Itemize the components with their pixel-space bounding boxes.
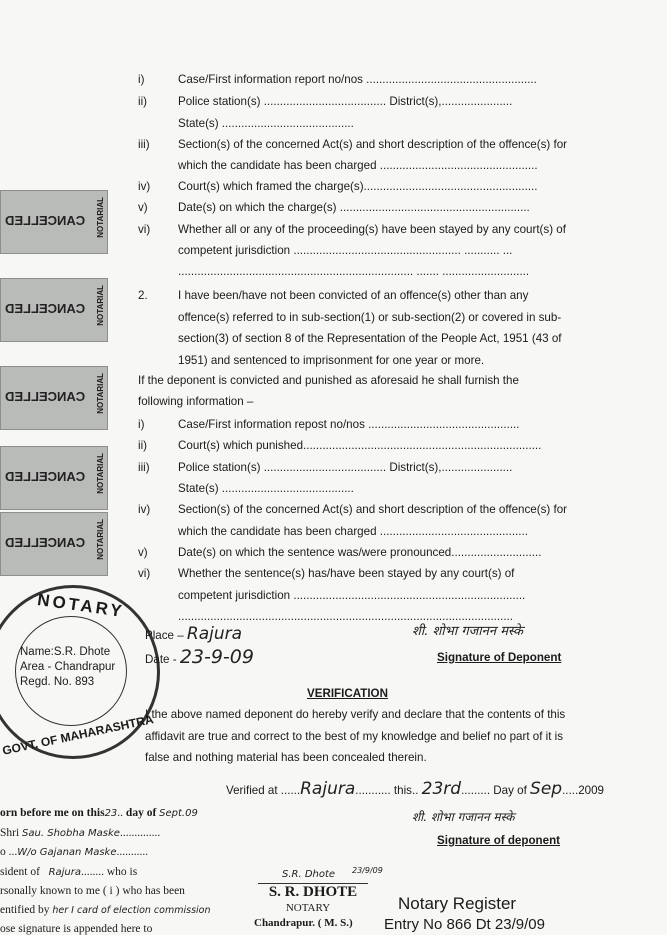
cancelled-text: CANCELLED <box>5 389 86 404</box>
this-label: this <box>393 784 412 797</box>
sworn-name: Sau. Shobha Maske <box>22 827 120 839</box>
day-of-label: Day of <box>493 784 527 797</box>
notarial-text: NOTARIAL <box>96 373 105 414</box>
item-text: Section(s) of the concerned Act(s) and short description of the offence(s) for <box>178 503 568 516</box>
deponent-signature-2: शी. शोभा गजानन मस्के <box>412 810 515 824</box>
verification-line: false and nothing material has been concealed therein. <box>145 751 427 764</box>
item-number: vi) <box>138 567 151 580</box>
sworn-l4: sident of <box>0 865 40 878</box>
item-text: Court(s) which framed the charge(s)...................................................... <box>178 180 538 193</box>
cancelled-text: CANCELLED <box>5 535 86 550</box>
verified-year: 2009 <box>578 784 604 797</box>
notarial-text: NOTARIAL <box>96 519 105 560</box>
item-number: v) <box>138 201 148 214</box>
place-value: Rajura <box>186 624 243 644</box>
sworn-resident: Rajura <box>48 866 81 878</box>
item-text: which the candidate has been charged ................................................. <box>178 159 538 172</box>
seal-area: Area - Chandrapur <box>20 661 116 673</box>
cancelled-notarial-stamp <box>0 366 108 430</box>
item-text: Whether all or any of the proceeding(s) have been stayed by any court(s) of <box>178 223 566 236</box>
verification-line: I the above named deponent do hereby verify and declare that the contents of this <box>145 708 566 721</box>
verification-line: affidavit are true and correct to the best of my knowledge and belief no part of it is <box>145 729 564 743</box>
item-text: Date(s) on which the charge(s) ........................................................... <box>178 201 530 214</box>
item-number: i) <box>138 418 145 431</box>
sworn-l3: o ... <box>0 846 18 858</box>
notary-place: Chandrapur. ( M. S.) <box>254 917 353 929</box>
seal-name: Name:S.R. Dhote <box>20 646 111 658</box>
verified-month: Sep <box>530 779 563 799</box>
notarial-text: NOTARIAL <box>96 285 105 326</box>
item-number: i) <box>138 73 145 86</box>
cancelled-notarial-stamp <box>0 190 108 254</box>
sworn-block: orn before me on this23.. day of Sept.09 Shri Sau. Shobha Maske.............. o ...W/o Gajanan Maske........... sident of Rajura........ who is rsonally known to me ( i ) who has been entified by her I card of election commission ose signature is appended here to <box>0 804 211 935</box>
sworn-l5: rsonally known to me ( i ) who has been <box>0 885 185 897</box>
item-text: ......................................................................... ....... ........................... <box>178 265 530 278</box>
item-text: Section(s) of the concerned Act(s) and short description of the offence(s) for <box>178 138 568 151</box>
sworn-l7: ose signature is appended here to <box>0 923 153 935</box>
cancelled-notarial-stamp <box>0 278 108 342</box>
item-text: competent jurisdiction .................................................... ........... ... <box>178 244 513 257</box>
seal-regd: Regd. No. 893 <box>20 676 95 688</box>
notary-register-title: Notary Register <box>398 894 517 913</box>
item-number: vi) <box>138 223 151 236</box>
notary-register-entry: Entry No 866 Dt 23/9/09 <box>384 916 545 933</box>
item-number: iii) <box>138 461 150 474</box>
cancelled-text: CANCELLED <box>5 469 86 484</box>
verified-at-label: Verified at <box>226 784 278 797</box>
sworn-id: her I card of election commission <box>52 904 211 916</box>
notarial-text: NOTARIAL <box>96 197 105 238</box>
notary-sign-date: 23/9/09 <box>352 866 383 875</box>
item-text: which the candidate has been charged .............................................. <box>178 525 528 538</box>
sworn-l4b: who is <box>106 865 138 878</box>
seal-bottom-text: GOVT. OF MAHARASHTRA <box>1 712 155 758</box>
item-text: Case/First information repost no/nos ............................................... <box>178 418 520 431</box>
para-2-line: section(3) of section 8 of the Representation of the People Act, 1951 (43 of <box>178 332 562 345</box>
notarial-text: NOTARIAL <box>96 453 105 494</box>
notary-seal <box>0 585 160 759</box>
signature-of-deponent-label-2: Signature of deponent <box>437 834 561 847</box>
item-number: iv) <box>138 503 151 516</box>
para-2-line: 1951) and sentenced to imprisonment for one year or more. <box>178 353 485 367</box>
date-label: Date - <box>145 653 177 666</box>
item-text: State(s) ......................................... <box>178 482 354 495</box>
item-number: ii) <box>138 439 148 452</box>
notary-name: S. R. DHOTE <box>258 883 368 901</box>
item-number: iii) <box>138 138 150 151</box>
verification-title: VERIFICATION <box>307 687 388 700</box>
sworn-l1b: day of <box>125 807 157 819</box>
cancelled-text: CANCELLED <box>5 213 86 228</box>
sworn-relation: W/o Gajanan Maske <box>17 847 117 858</box>
para-3-line: If the deponent is convicted and punished as aforesaid he shall furnish the <box>138 374 519 387</box>
para-2-line: offence(s) referred to in sub-section(1) or sub-section(2) or covered in sub- <box>178 310 562 324</box>
sworn-l2: Shri <box>0 826 20 839</box>
cancelled-text: CANCELLED <box>5 301 86 316</box>
item-text: Police station(s) ...................................... District(s),...................... <box>178 95 513 108</box>
sworn-day: 23 <box>104 808 118 819</box>
date-value: 23-9-09 <box>179 646 254 668</box>
item-number: iv) <box>138 180 151 193</box>
sworn-month: Sept.09 <box>159 808 198 819</box>
verified-day: 23rd <box>421 779 462 799</box>
item-text: ........................................................................................................ <box>178 610 513 623</box>
para-3-line: following information – <box>138 395 254 408</box>
para-2-number: 2. <box>138 289 148 302</box>
item-number: v) <box>138 546 148 559</box>
place-label: Place – <box>145 629 184 642</box>
verified-at-value: Rajura <box>300 779 356 799</box>
item-text: Court(s) which punished.......................................................................... <box>178 439 542 452</box>
item-text: competent jurisdiction ........................................................................ <box>178 589 526 602</box>
seal-top-text: NOTARY <box>36 589 126 622</box>
cancelled-notarial-stamp <box>0 446 108 510</box>
notary-signature: S.R. Dhote <box>282 869 336 880</box>
item-text: Whether the sentence(s) has/have been stayed by any court(s) of <box>178 567 515 580</box>
sworn-l6: entified by <box>0 903 50 916</box>
item-text: Police station(s) ...................................... District(s),...................... <box>178 461 513 474</box>
item-text: Case/First information report no/nos ..................................................... <box>178 73 537 86</box>
item-text: State(s) ......................................... <box>178 117 354 130</box>
item-number: ii) <box>138 95 148 108</box>
notary-title: NOTARY <box>285 902 331 914</box>
para-2-line: I have been/have not been convicted of an offence(s) other than any <box>178 289 529 302</box>
sworn-l1: orn before me on this <box>0 807 105 819</box>
affidavit-page: i) Case/First information report no/nos ..................................................... ii) Police station(s) ...................................... District(s),...................... State(s) ......................................... iii) Section(s) of the concerned Act(s) and short description of the offence(s) for which the candidate has been charged ................................................. iv) Court(s) which framed the charge(s)...................................................... v) Date(s) on which the charge(s) ........................................................... vi) Whether all or any of the proceeding(s) have been stayed by any court(s) of competent jurisdiction .................................................... ........... ... ......................................................................... ....... ........................... 2. I have been/have not been convicted of an offence(s) other than any offence(s) referred to in sub-section(1) or sub-section(2) or covered in sub- section(3) of section 8 of the Representation of the People Act, 1951 (43 of 1951) and sentenced to imprisonment for one year or more. If the deponent is convicted and punished as aforesaid he shall furnish the following information – i) Case/First information repost no/nos ............................................... ii) Court(s) which punished.......................................................................... iii) Police station(s) ...................................... District(s),...................... State(s) ......................................... iv) Section(s) of the concerned Act(s) and short description of the offence(s) for which the candidate has been charged .............................................. v) Date(s) on which the sentence was/were pronounced............................ vi) Whether the sentence(s) has/have been stayed by any court(s) of competent jurisdiction ........................................................................ ........................................................................................................ CANCELLED NOTARIAL CANCELLED NOTARIAL CANCELLED NOTARIAL CANCELLED NOTARIAL CANCELLED NOTARIAL NOTARY Name:S.R. Dhote Area - Chandrapur Regd. No. 893 GOVT. OF MAHARASHTRA Place – Rajura Date - 23-9-09 शी. शोभा गजानन मस्के Signature of Deponent VERIFICATION I the above named deponent do hereby verify and declare that the contents of this affidavit are true and correct to the best of my knowledge and belief no part of it is false and nothing material has been concealed therein. Verified at ......Rajura........... this.. 23rd......... Day of Sep.....2009 शी. शोभा गजानन मस्के Signature of deponent orn before me on this23.. day of Sept.09 Shri Sau. Shobha Maske.............. o ...W/o Gajanan Maske........... sident of Rajura........ who is rsonally known to me ( i ) who has been entified by her I card of election commission ose signature is appended here to S.R. Dhote 23/9/09 S. R. DHOTE NOTARY Chandrapur. ( M. S.) Notary Register Entry No 866 Dt 23/9/09 <box>0 0 667 935</box>
item-text: Date(s) on which the sentence was/were pronounced............................ <box>178 546 542 559</box>
deponent-signature: शी. शोभा गजानन मस्के <box>412 624 524 639</box>
cancelled-notarial-stamp <box>0 512 108 576</box>
signature-of-deponent-label: Signature of Deponent <box>437 651 562 664</box>
